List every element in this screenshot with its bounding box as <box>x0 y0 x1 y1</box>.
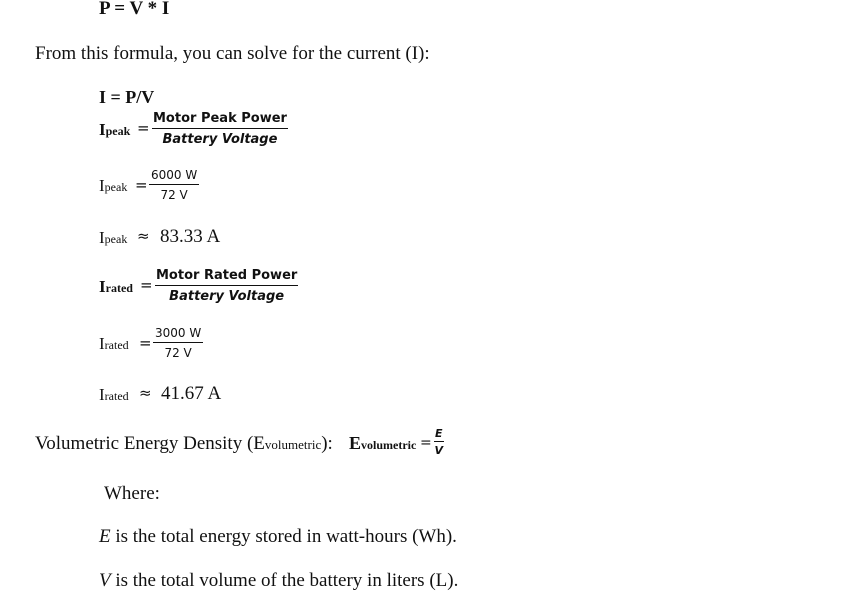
peak-result: 83.33 A <box>160 226 221 247</box>
i-peak-base: I <box>99 228 105 247</box>
current-formula: I = P/V <box>99 87 155 107</box>
definition-text: is the total energy stored in watt-hours (Wh). <box>110 526 457 547</box>
intro-text: From this formula, you can solve for the current (I): <box>35 43 430 64</box>
rated-power-denominator: Battery Voltage <box>169 289 285 304</box>
i-rated-lhs-result <box>99 386 129 403</box>
i-rated-sub: rated <box>104 338 129 352</box>
i-rated-lhs <box>99 278 133 295</box>
i-peak-lhs-result <box>99 229 127 246</box>
rated-power-fraction <box>155 268 298 304</box>
peak-power-fraction <box>152 111 288 147</box>
peak-value-denominator: 72 V <box>160 188 188 202</box>
approx-sign: ≈ <box>139 384 152 402</box>
i-peak-lhs <box>99 121 130 138</box>
i-rated-sub: rated <box>104 389 129 403</box>
energy-lhs-base: E <box>349 433 362 453</box>
i-peak-lhs-numeric <box>99 177 127 194</box>
energy-density-fraction <box>434 427 444 457</box>
power-formula: P = V * I <box>99 0 170 19</box>
i-rated-base: I <box>99 277 106 296</box>
energy-label-text: Volumetric Energy Density (E <box>35 433 265 454</box>
i-rated-sub: rated <box>105 281 133 295</box>
rated-value-fraction <box>153 326 203 360</box>
i-peak-sub: peak <box>105 124 131 138</box>
peak-power-numerator: Motor Peak Power <box>153 111 287 126</box>
peak-value-fraction <box>149 168 199 202</box>
energy-lhs-sub: volumetric <box>361 438 417 452</box>
definition-volume <box>99 571 458 590</box>
energy-fraction-denominator: V <box>434 444 444 457</box>
definition-energy <box>99 527 457 546</box>
i-rated-base: I <box>99 334 105 353</box>
energy-label-close: ): <box>321 433 333 454</box>
equals-sign: = <box>137 119 150 137</box>
i-peak-sub: peak <box>104 180 128 194</box>
rated-result: 41.67 A <box>161 383 222 404</box>
rated-power-numerator: Motor Rated Power <box>156 268 298 283</box>
energy-density-lhs <box>349 434 416 452</box>
peak-value-numerator: 6000 W <box>151 168 198 182</box>
i-rated-base: I <box>99 385 105 404</box>
equals-sign: = <box>139 334 152 352</box>
approx-sign: ≈ <box>137 227 150 245</box>
definition-variable: V <box>99 570 111 591</box>
equals-sign: = <box>135 176 148 194</box>
rated-value-numerator: 3000 W <box>155 326 202 340</box>
energy-density-label <box>35 434 333 453</box>
energy-fraction-numerator: E <box>435 427 443 440</box>
rated-value-denominator: 72 V <box>164 346 192 360</box>
energy-label-sub: volumetric <box>264 437 322 452</box>
definition-text: is the total volume of the battery in liters (L). <box>110 570 459 591</box>
where-label: Where: <box>104 483 160 504</box>
peak-power-denominator: Battery Voltage <box>162 132 278 147</box>
equals-sign: = <box>420 435 432 451</box>
i-peak-sub: peak <box>104 232 128 246</box>
definition-variable: E <box>99 526 111 547</box>
i-rated-lhs-numeric <box>99 335 129 352</box>
equals-sign: = <box>140 276 153 294</box>
i-peak-base: I <box>99 176 105 195</box>
i-peak-base: I <box>99 120 106 139</box>
